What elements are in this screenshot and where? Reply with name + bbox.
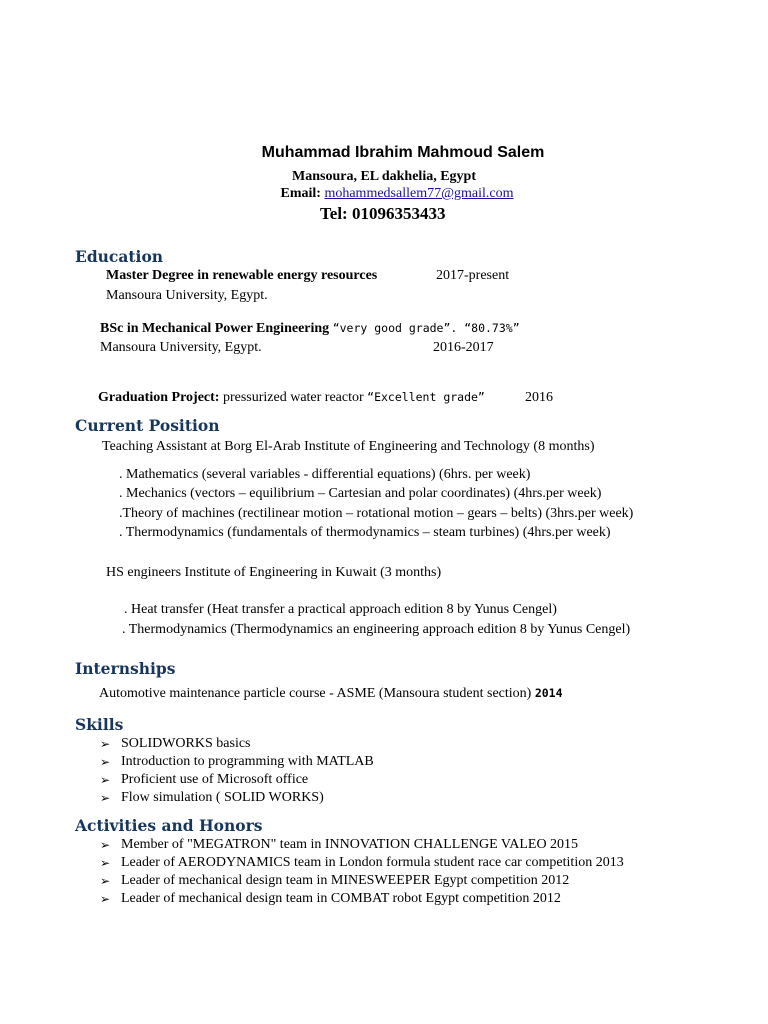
master-title: Master Degree in renewable energy resources <box>106 268 378 283</box>
project-text: pressurized water reactor <box>222 390 364 405</box>
master-university: Mansoura University, Egypt. <box>106 288 268 303</box>
skill-item: SOLIDWORKS basics <box>121 736 251 751</box>
arrow-bullet-icon: ➢ <box>100 773 111 787</box>
arrow-bullet-icon: ➢ <box>100 791 111 805</box>
course-item: . Thermodynamics (fundamentals of thermodynamics – steam turbines) (4hrs.per week) <box>119 525 611 540</box>
activity-item: Member of "MEGATRON" team in INNOVATION CHALLENGE VALEO 2015 <box>121 837 579 852</box>
internship-item <box>99 686 563 702</box>
arrow-bullet-icon: ➢ <box>100 892 111 906</box>
course-item: .Theory of machines (rectilinear motion – rotational motion – gears – belts) (3hrs.per week) <box>119 506 634 521</box>
address: Mansoura, EL dakhelia, Egypt <box>292 169 476 184</box>
course-item: . Mathematics (several variables - differential equations) (6hrs. per week) <box>119 467 531 482</box>
education-heading: Education <box>75 247 164 266</box>
bsc-title: BSc in Mechanical Power Engineering <box>100 321 330 336</box>
arrow-bullet-icon: ➢ <box>100 838 111 852</box>
master-period: 2017-present <box>436 268 510 283</box>
telephone: Tel: 01096353433 <box>320 204 446 223</box>
bsc-grade: “very good grade”. “80.73%” <box>332 321 520 335</box>
course-item: . Thermodynamics (Thermodynamics an engineering approach edition 8 by Yunus Cengel) <box>122 622 631 637</box>
activity-item: Leader of mechanical design team in COMBAT robot Egypt competition 2012 <box>121 891 561 906</box>
project-grade: “Excellent grade” <box>367 390 485 404</box>
skill-item: Proficient use of Microsoft office <box>121 772 309 787</box>
internship-year: 2014 <box>534 686 563 700</box>
arrow-bullet-icon: ➢ <box>100 737 111 751</box>
project-label: Graduation Project: <box>98 390 220 405</box>
arrow-bullet-icon: ➢ <box>100 856 111 870</box>
graduation-project <box>98 390 485 406</box>
course-item: . Mechanics (vectors – equilibrium – Cartesian and polar coordinates) (4hrs.per week) <box>119 486 602 501</box>
activity-item: Leader of AERODYNAMICS team in London formula student race car competition 2013 <box>121 855 624 870</box>
project-year: 2016 <box>525 390 553 405</box>
bsc-period: 2016-2017 <box>433 340 494 355</box>
email-link[interactable]: mohammedsallem77@gmail.com <box>324 186 514 201</box>
internship-text: Automotive maintenance particle course - ASME (Mansoura student section) <box>99 686 532 701</box>
arrow-bullet-icon: ➢ <box>100 874 111 888</box>
bsc-line <box>100 321 520 337</box>
skill-item: Introduction to programming with MATLAB <box>121 754 374 769</box>
candidate-name: Muhammad Ibrahim Mahmoud Salem <box>261 144 545 161</box>
bsc-university: Mansoura University, Egypt. <box>100 340 262 355</box>
email-label: Email: <box>280 186 321 201</box>
job-hs-engineers: HS engineers Institute of Engineering in Kuwait (3 months) <box>106 565 442 580</box>
course-item: . Heat transfer (Heat transfer a practical approach edition 8 by Yunus Cengel) <box>124 602 557 617</box>
activity-item: Leader of mechanical design team in MINESWEEPER Egypt competition 2012 <box>121 873 570 888</box>
skills-heading: Skills <box>75 715 124 734</box>
email-line <box>0 186 768 202</box>
internships-heading: Internships <box>75 659 176 678</box>
skill-item: Flow simulation ( SOLID WORKS) <box>121 790 324 805</box>
arrow-bullet-icon: ➢ <box>100 755 111 769</box>
job-borg-el-arab: Teaching Assistant at Borg El-Arab Institute of Engineering and Technology (8 months) <box>102 439 595 454</box>
current-position-heading: Current Position <box>75 416 220 435</box>
activities-heading: Activities and Honors <box>75 816 263 835</box>
